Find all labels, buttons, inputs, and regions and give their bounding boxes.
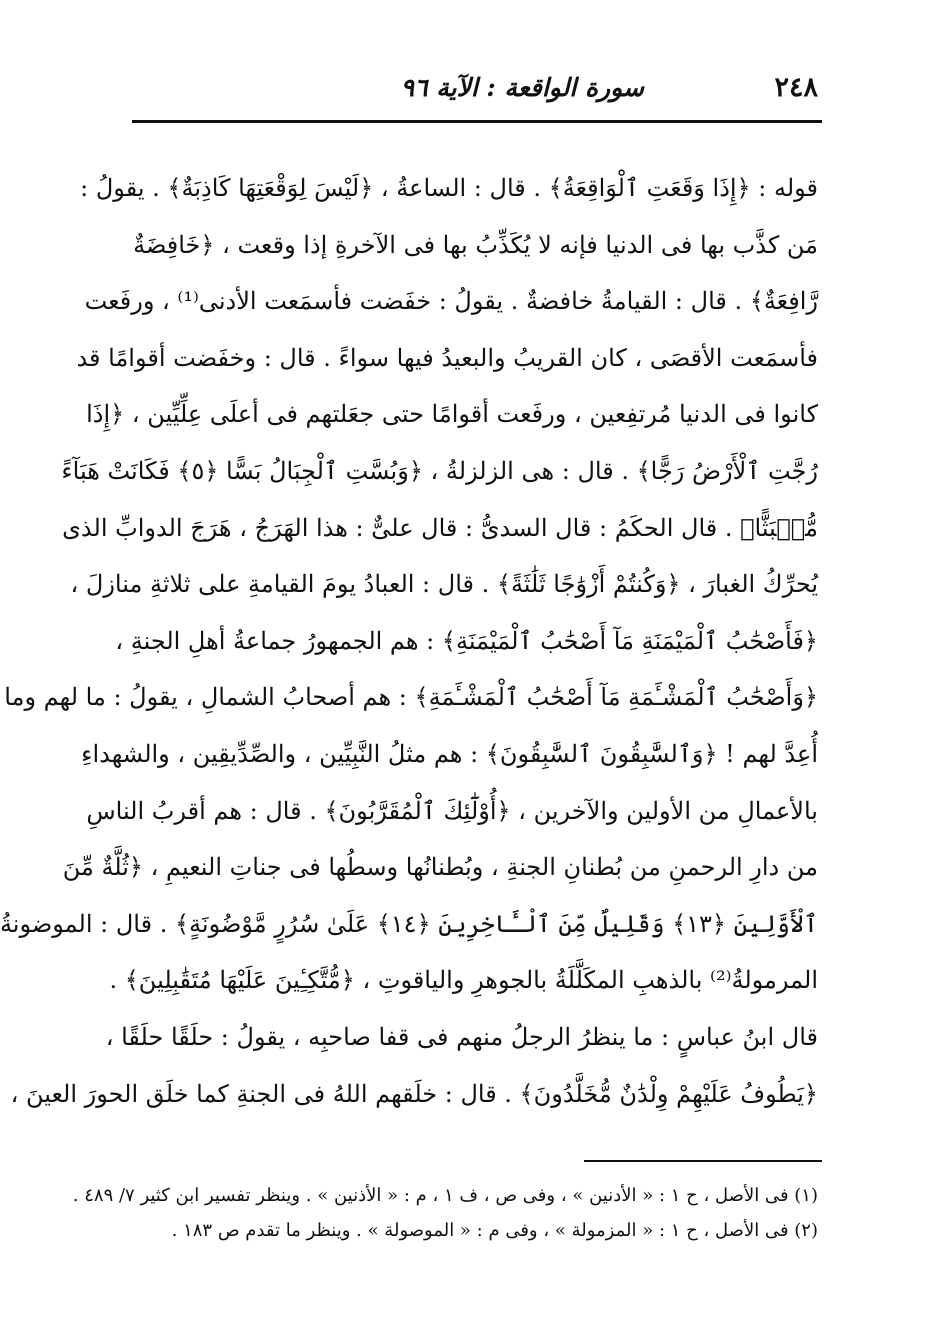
body-line: ٱلْأَوَّلِينَ ﴿١٣﴾ وَقَلِيلٌ مِّنَ ٱلْـَٔاخِرِينَ ﴿١٤﴾ عَلَىٰ سُرُرٍ مَّوْضُونَةٍ﴾ . قال : الموضونةُ: [0, 909, 818, 938]
body-line: رُجَّتِ ٱلْأَرْضُ رَجًّا﴾ . قال : هى الزلزلةُ ، ﴿وَبُسَّتِ ٱلْجِبَالُ بَسًّا ﴿٥﴾ فَكَانَتْ هَبَآءً: [61, 456, 818, 485]
footnote-rule: [584, 1160, 822, 1162]
body-line: مَن كذَّب بها فى الدنيا فإنه لا يُكَذِّبُ بها فى الآخرةِ إذا وقعت ، ﴿خَافِضَةٌ: [133, 230, 818, 259]
body-line: من دارِ الرحمنِ من بُطنانِ الجنةِ ، وبُطنانُها وسطُها فى جناتِ النعيمِ ، ﴿ثُلَّةٌ مِّنَ: [62, 853, 818, 882]
body-line: أُعِدَّ لهم ! ﴿وَٱلسَّٰبِقُونَ ٱلسَّٰبِقُونَ﴾ : هم مثلُ النَّبِيِّين ، والصِّدِّيقِين ، والشهداءِ: [81, 739, 818, 768]
body-line: ﴿يَطُوفُ عَلَيْهِمْ وِلْدَٰنٌ مُّخَلَّدُونَ﴾ . قال : خلَقهم اللهُ فى الجنةِ كما خلَق الحورَ العينَ ،: [10, 1079, 818, 1108]
body-line: قوله : ﴿إِذَا وَقَعَتِ ٱلْوَاقِعَةُ﴾ . قال : الساعةُ ، ﴿لَيْسَ لِوَقْعَتِهَا كَاذِبَةٌ﴾ . يقولُ :: [80, 174, 818, 202]
body-text: [0, 160, 818, 1122]
footnotes: [72, 1178, 818, 1248]
footnote-2: (٢) فى الأصل ، ح ١ : « المزمولة » ، وفى م : « الموصولة » . وينظر ما تقدم ص ١٨٣ .: [171, 1220, 818, 1241]
body-line: ﴿فَأَصْحَٰبُ ٱلْمَيْمَنَةِ مَآ أَصْحَٰبُ ٱلْمَيْمَنَةِ﴾ : هم الجمهورُ جماعةُ أهلِ الجنةِ ،: [115, 626, 818, 655]
body-line: يُحرِّكُ الغبارَ ، ﴿وَكُنتُمْ أَزْوَٰجًا ثَلَٰثَةً﴾ . قال : العبادُ يومَ القيامةِ على ثلاثةِ منازلَ ،: [70, 570, 818, 599]
body-line: المرمولةُ⁽²⁾ بالذهبِ المكَلَّلَةُ بالجوهرِ والياقوتِ ، ﴿مُّتَّكِـِٔينَ عَلَيْهَا مُتَقَٰبِلِينَ﴾ .: [109, 966, 818, 995]
header-rule: [132, 120, 822, 123]
footnote-1: (١) فى الأصل ، ح ١ : « الأدنين » ، وفى ص ، ف ١ ، م : « الأذنين » . وينظر تفسير ابن كثير ٧/ ٤٨٩ .: [72, 1185, 818, 1206]
body-line: ﴿وَأَصْحَٰبُ ٱلْمَشْـَٔمَةِ مَآ أَصْحَٰبُ ٱلْمَشْـَٔمَةِ﴾ : هم أصحابُ الشمالِ ، يقولُ : ما لهم وما: [4, 683, 818, 712]
page-number: ٢٤٨: [774, 72, 818, 103]
body-line: رَّافِعَةٌ﴾ . قال : القيامةُ خافضةٌ . يقولُ : خفَضت فأسمَعت الأدنى⁽¹⁾ ، ورفَعت: [84, 287, 818, 316]
running-title: سورة الواقعة : الآية ٩٦: [400, 73, 644, 102]
body-line: مُّنۢبَثًّا﴾ . قال الحكَمُ : قال السدىُّ : قال علىٌّ : هذا الهَرَجُ ، هَرَجَ الدوابِّ الذى: [62, 513, 818, 542]
body-line: فأسمَعت الأقصَى ، كان القريبُ والبعيدُ فيها سواءً . قال : وخفَضت أقوامًا قد: [76, 343, 818, 372]
page-header: [132, 66, 818, 110]
body-line: كانوا فى الدنيا مُرتفِعين ، ورفَعت أقوامًا حتى جعَلتهم فى أعلَى عِلِّيِّين ، ﴿إِذَا: [86, 400, 818, 429]
body-line: بالأعمالِ من الأولين والآخرين ، ﴿أُوْلَٰٓئِكَ ٱلْمُقَرَّبُونَ﴾ . قال : هم أقربُ الناسِ: [86, 796, 818, 825]
body-line: قال ابنُ عباسٍ : ما ينظرُ الرجلُ منهم فى قفا صاحبِه ، يقولُ : حلَقًا حلَقًا ،: [105, 1022, 818, 1051]
